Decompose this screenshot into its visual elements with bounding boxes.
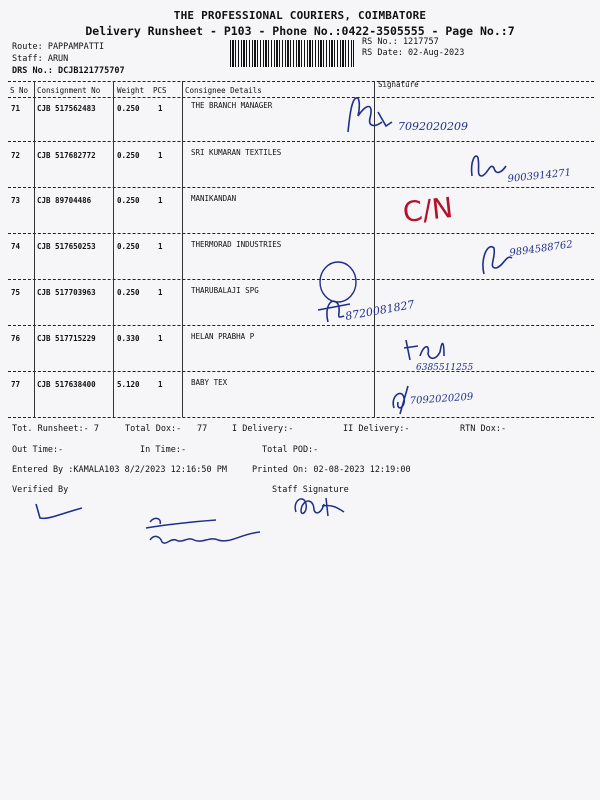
signature-row-77 — [386, 378, 516, 422]
row-sno: 72 — [11, 151, 21, 160]
printed-on: Printed On: 02-08-2023 12:19:00 — [252, 465, 411, 475]
signature-phone: 9894588762 — [508, 239, 574, 259]
route-label: Route: PAPPAMPATTI — [12, 42, 105, 52]
rs-number: RS No.: 1217757 — [362, 37, 439, 47]
row-pcs: 1 — [158, 104, 163, 113]
total-runsheet: Tot. Runsheet:- 7 — [12, 424, 99, 434]
row-sno: 74 — [11, 242, 21, 251]
col-header-consignment: Consignment No — [37, 86, 101, 95]
rs-date: RS Date: 02-Aug-2023 — [362, 48, 465, 58]
total-dox-value: 77 — [197, 424, 208, 434]
cn-mark: C/N — [401, 190, 455, 229]
total-pod: Total POD:- — [262, 445, 319, 455]
row-pcs: 1 — [158, 196, 163, 205]
in-time: In Time:- — [140, 445, 187, 455]
column-divider — [34, 81, 35, 417]
row-consignment: CJB 517703963 — [37, 288, 96, 297]
signature-row-72 — [462, 146, 594, 190]
row-pcs: 1 — [158, 151, 163, 160]
row-weight: 0.250 — [117, 151, 140, 160]
col-header-consignee: Consignee Details — [185, 86, 262, 95]
row-consignee: MANIKANDAN — [191, 194, 237, 203]
signature-row-75 — [298, 260, 428, 330]
col-header-pcs: PCS — [153, 86, 167, 95]
signature-row-74 — [470, 234, 596, 282]
row-consignment: CJB 517650253 — [37, 242, 96, 251]
ii-delivery: II Delivery:- — [343, 424, 410, 434]
row-consignee: HELAN PRABHA P — [191, 332, 255, 341]
signature-phone: 6385511255 — [416, 363, 474, 373]
row-weight: 5.120 — [117, 380, 140, 389]
row-consignee: BABY TEX — [191, 378, 228, 387]
verifier-signature — [30, 498, 90, 526]
i-delivery: I Delivery:- — [232, 424, 294, 434]
col-header-signature: Signature — [378, 80, 419, 89]
row-consignment: CJB 517682772 — [37, 151, 96, 160]
out-time: Out Time:- — [12, 445, 64, 455]
row-sno: 75 — [11, 288, 21, 297]
column-divider — [113, 81, 114, 417]
signature-phone: 9003914271 — [507, 167, 572, 185]
row-pcs: 1 — [158, 334, 163, 343]
row-consignment: CJB 89704486 — [37, 196, 92, 205]
signature-phone: 7092020209 — [409, 391, 474, 407]
row-sno: 76 — [11, 334, 21, 343]
total-dox-label: Total Dox:- — [125, 424, 182, 434]
officer-signature — [140, 510, 290, 554]
row-weight: 0.250 — [117, 288, 140, 297]
signature-phone: 8720081827 — [344, 297, 416, 323]
col-header-weight: Weight — [117, 86, 145, 95]
staff-signature-label: Staff Signature — [272, 485, 349, 495]
cn-mark-row-73 — [398, 188, 508, 232]
row-sno: 71 — [11, 104, 21, 113]
row-consignment: CJB 517638400 — [37, 380, 96, 389]
table-top-rule — [8, 81, 594, 82]
row-consignment: CJB 517715229 — [37, 334, 96, 343]
row-consignee: THE BRANCH MANAGER — [191, 101, 273, 110]
verified-by: Verified By — [12, 485, 69, 495]
row-weight: 0.250 — [117, 242, 140, 251]
row-consignee: SRI KUMARAN TEXTILES — [191, 148, 282, 157]
row-weight: 0.330 — [117, 334, 140, 343]
row-weight: 0.250 — [117, 104, 140, 113]
staff-label: Staff: ARUN — [12, 54, 69, 64]
staff-signature — [288, 490, 358, 522]
row-consignee: THERMORAD INDUSTRIES — [191, 240, 282, 249]
row-pcs: 1 — [158, 242, 163, 251]
row-sno: 77 — [11, 380, 21, 389]
row-pcs: 1 — [158, 380, 163, 389]
barcode — [230, 40, 354, 67]
col-header-sno: S No — [10, 86, 29, 95]
row-sno: 73 — [11, 196, 21, 205]
row-pcs: 1 — [158, 288, 163, 297]
signature-row-71 — [340, 92, 510, 140]
column-divider — [182, 81, 183, 417]
signature-row-76 — [396, 330, 506, 374]
row-rule — [8, 371, 594, 372]
runsheet-title: Delivery Runsheet - P103 - Phone No.:0422-3505555 - Page No.:7 — [85, 24, 515, 38]
rtn-dox: RTN Dox:- — [460, 424, 507, 434]
row-rule — [8, 141, 594, 142]
row-consignee: THARUBALAJI SPG — [191, 286, 259, 295]
drs-number: DRS No.: DCJB121775707 — [12, 66, 125, 76]
company-name: THE PROFESSIONAL COURIERS, COIMBATORE — [173, 9, 427, 22]
row-weight: 0.250 — [117, 196, 140, 205]
row-consignment: CJB 517562483 — [37, 104, 96, 113]
entered-by: Entered By :KAMALA103 8/2/2023 12:16:50 PM — [12, 465, 227, 475]
signature-phone: 7092020209 — [398, 120, 468, 133]
